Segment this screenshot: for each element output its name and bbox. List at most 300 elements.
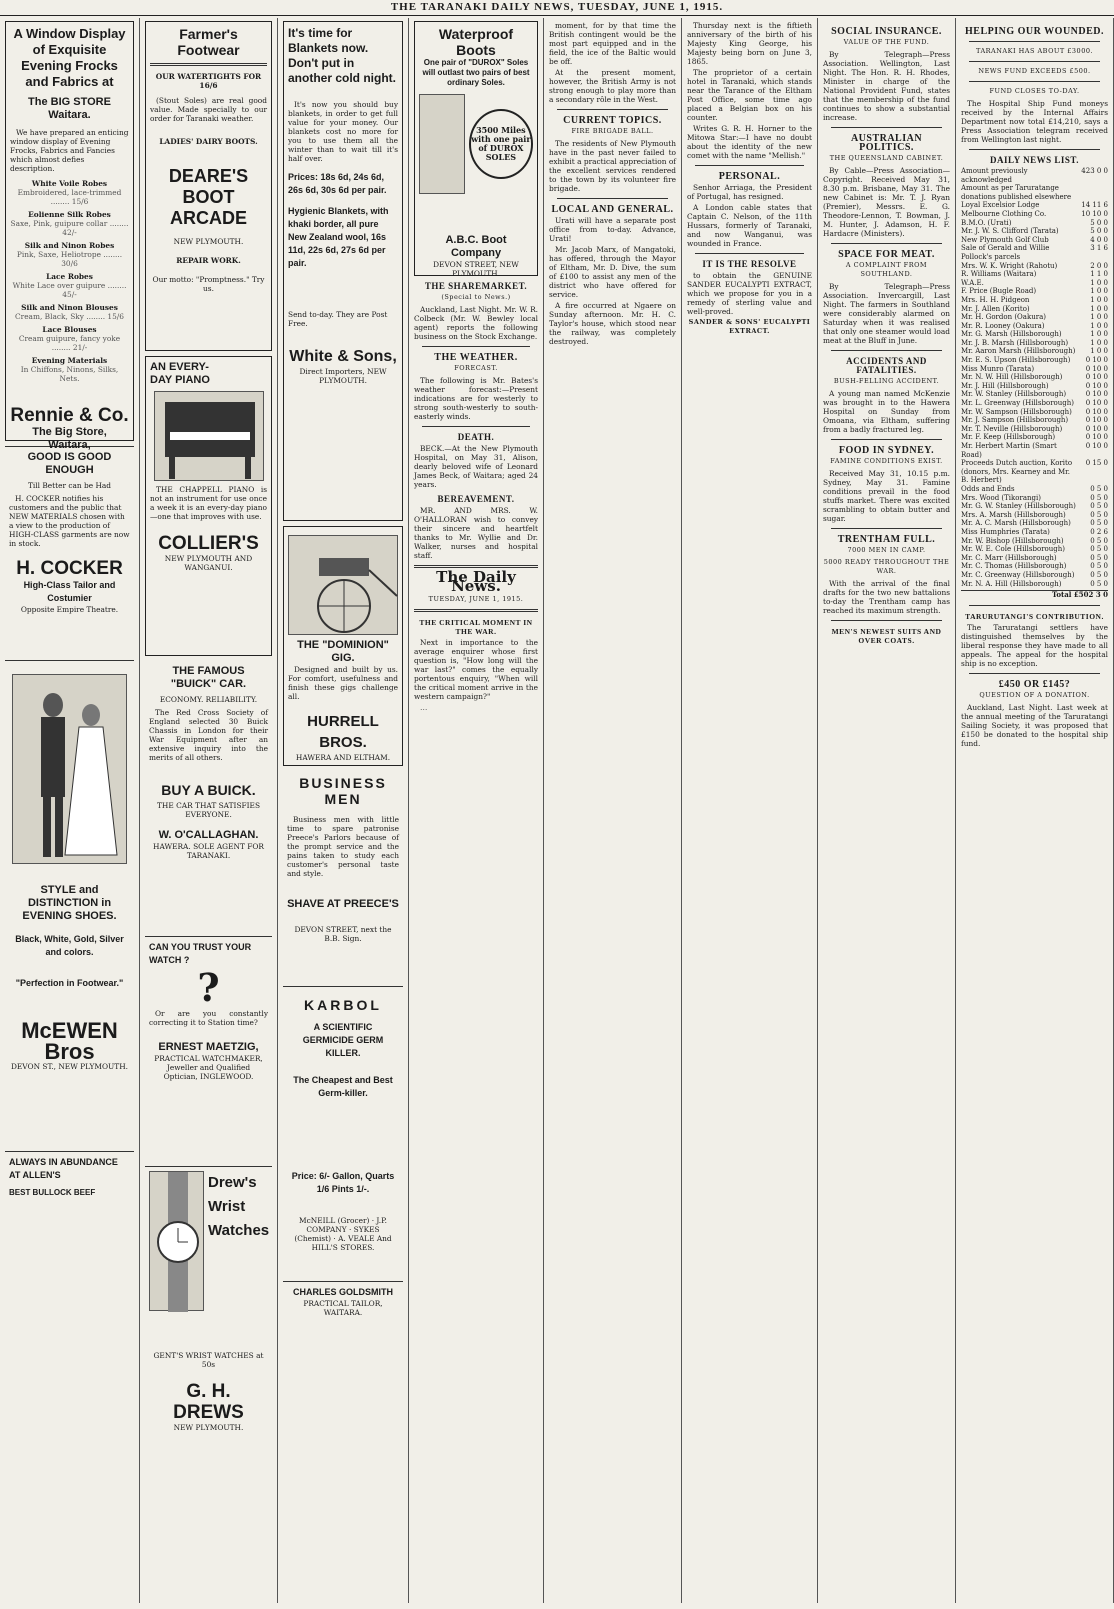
donor-name: New Plymouth Golf Club (961, 235, 1049, 244)
ad-item-desc: Saxe, Pink, guipure collar ........ 42/- (10, 219, 129, 237)
ad-address: NEW PLYMOUTH. (173, 237, 244, 246)
donation-row (961, 365, 1108, 374)
section-sub: QUESTION OF A DONATION. (979, 690, 1090, 699)
ad-trade: High-Class Tailor and Costumier (23, 580, 116, 603)
donor-name: B.M.O. (Urati) (961, 218, 1012, 227)
section-heading: SOCIAL INSURANCE. (831, 26, 942, 37)
donation-row (961, 537, 1108, 546)
ad-item: Silk and Ninon Robes (24, 241, 115, 250)
donation-amount: 5 0 0 (1090, 227, 1108, 236)
section-heading: THE WEATHER. (434, 352, 518, 363)
donor-name: Mr. F. Keep (Hillsborough) (961, 433, 1056, 442)
section-sub: FIRE BRIGADE BALL. (571, 127, 654, 135)
column-3 (278, 18, 409, 1603)
donation-row (961, 373, 1108, 382)
ad-title: A Window Display of Exquisite Evening Frocks and Fabrics at (13, 26, 126, 89)
section-heading: PERSONAL. (718, 171, 781, 182)
donation-amount: 0 5 0 (1090, 493, 1108, 502)
ad-sign: McEWEN Bros (21, 1018, 118, 1064)
donor-name: Amount as per Taruratange donations published elsewhere (961, 184, 1072, 201)
donor-name: Mr. T. Neville (Hillsborough) (961, 424, 1063, 433)
donation-row (961, 279, 1108, 288)
donation-row (961, 545, 1108, 554)
donor-name: Amount previously acknowledged (961, 167, 1028, 184)
ad-motto: Our motto: "Promptness." Try us. (152, 275, 265, 293)
article-body: A London cable states that Captain C. Nelson, of the 11th Hussars, formerly of Taranaki, and now Wanganui, was wounded in France. (687, 203, 812, 248)
ad-name: H. COCKER (16, 558, 123, 579)
donation-amount: 14 11 6 (1081, 201, 1108, 210)
section-sub: NEWS FUND EXCEEDS £500. (978, 67, 1091, 75)
donation-amount: 10 10 0 (1081, 209, 1108, 218)
section-heading: LOCAL AND GENERAL. (551, 204, 674, 215)
article-body: The following is Mr. Bates's weather forecast:—Present indications are for westerly to strong south-westerly to south-easterly winds. (414, 376, 538, 421)
donor-name: Mr. C. Marr (Hillsborough) (961, 553, 1057, 562)
donation-row (961, 494, 1108, 503)
article-body: Next in importance to the average enquirer whose first question is, "How long will the war last?" comes the equally portentous enquiry, "When will the critical moment arrive in the western campaign?" (414, 638, 538, 701)
donation-row (961, 287, 1108, 296)
donation-row (961, 296, 1108, 305)
donor-name: Mr. N. A. Hill (Hillsborough) (961, 579, 1062, 588)
donor-name: Mr. W. E. Cole (Hillsborough) (961, 545, 1065, 554)
article-body: Thursday next is the fiftieth anniversary of the birth of his Majesty King George, his Majesty being born on June 3, 1865. (687, 21, 812, 66)
donation-row (961, 347, 1108, 356)
ad-prices: Prices: 18s 6d, 24s 6d, 26s 6d, 30s 6d per pair. (288, 172, 387, 195)
donation-amount: 1 0 0 (1090, 313, 1108, 322)
ad-sub: Till Better can be Had (27, 481, 112, 490)
ad-title: Farmer's Footwear (177, 26, 240, 58)
donation-amount: 3 1 6 (1090, 244, 1108, 253)
couple-icon (13, 675, 128, 865)
donation-total (961, 590, 1108, 600)
article-body: Urati will have a separate post office from to-day. Advance, Urati! (549, 216, 676, 243)
white-sons-ad (283, 21, 403, 521)
donation-row (961, 519, 1108, 528)
donor-name: W.A.E. (961, 278, 984, 287)
article-body: Mr. Jacob Marx, of Mangatoki, has offered, through the Mayor of Eltham, Mr. D. Dive, the sum of £100 to assist any men of the district who have offered for service. (549, 245, 676, 299)
ad-foot: BEST BULLOCK BEEF (9, 1188, 96, 1197)
section-heading: CURRENT TOPICS. (563, 115, 662, 126)
donation-row (961, 399, 1108, 408)
ad-title: Drew's Wrist Watches (208, 1174, 270, 1239)
donation-row (961, 305, 1108, 314)
article-body: By Cable—Press Association—Copyright. Received May 31, 8.30 p.m. Brisbane, May 31. The new Cabinet is: Mr. T. J. Ryan (Premier), Messrs. E. G. Theodore-Lennon, T. Bowman, J. M. Hunter, J. Adamson, H. F. Hardacre (Ministers). (823, 166, 950, 238)
donor-name: Mr. G. W. Stanley (Hillsborough) (961, 502, 1076, 511)
question-mark-icon: ? (197, 965, 220, 1010)
donation-amount: 0 5 0 (1090, 536, 1108, 545)
donation-amount: 2 0 0 (1090, 261, 1108, 270)
ad-head: GOOD IS GOOD ENOUGH (27, 451, 112, 476)
article-body: At the present moment, however, the British Army is not strong enough to play more than a secondary rôle in the West. (549, 68, 676, 104)
newspaper-nameplate: The Daily News. (436, 568, 516, 595)
ad-item: Lace Robes (46, 272, 93, 281)
donor-name: Mrs. A. Marsh (Hillsborough) (961, 510, 1066, 519)
donation-row (961, 339, 1108, 348)
ad-foot: Send to-day. They are Post Free. (288, 310, 388, 328)
ad-quote: "Perfection in Footwear." (15, 978, 124, 988)
donation-amount: 0 5 0 (1090, 484, 1108, 493)
section-sub: BUSH-FELLING ACCIDENT. (833, 377, 940, 385)
cocker-ad (5, 446, 134, 661)
ad-address: NEW PLYMOUTH AND WANGANUI. (164, 554, 253, 572)
donor-name: Loyal Excelsior Lodge (961, 201, 1040, 210)
donation-amount: 0 10 0 (1085, 381, 1108, 390)
ad-sign-sub: Direct Importers, NEW PLYMOUTH. (299, 367, 387, 385)
article-body: Writes G. R. H. Horner to the Mitowa Star:—I have no doubt about the identity of the new comet with the name "Mellish." (687, 124, 812, 160)
donation-row (961, 262, 1108, 271)
donation-row (961, 270, 1108, 279)
article-body: The residents of New Plymouth have in the past never failed to exhibit a practical appreciation of the excellent services rendered to the town by its volunteer fire brigade. (549, 139, 676, 193)
article-body: By Telegraph—Press Association. Wellington, Last Night. The Hon. R. H. Rhodes, Minister in charge of the National Provident Fund, states that the membership of the fund continues to show a substantial increase. (823, 50, 950, 122)
ad-body: H. COCKER notifies his customers and the public that NEW MATERIALS chosen with a view to the production of HIGH-CLASS garments are now in stock. (9, 494, 130, 548)
allens-ad (5, 1151, 134, 1203)
donation-amount: 1 0 0 (1090, 347, 1108, 356)
durox-badge: 3500 Miles with one pair of DUROX SOLES (469, 109, 533, 179)
donor-name: Odds and Ends (961, 484, 1015, 493)
watch-icon (150, 1172, 205, 1312)
ad-question: CAN YOU TRUST YOUR WATCH ? (149, 942, 252, 965)
section-heading: TARURUTANGI'S CONTRIBUTION. (965, 611, 1104, 621)
column-4 (409, 18, 544, 1603)
ad-sign: COLLIER'S (158, 533, 259, 554)
ad-body: The Red Cross Society of England selected 30 Buick Chassis in London for their War Equipment after an extensive inquiry into the merits of all others. (149, 708, 268, 762)
ad-item-desc: Pink, Saxe, Heliotrope ........ 30/6 (16, 250, 123, 268)
issue-date: TUESDAY, JUNE 1, 1915. (428, 595, 524, 603)
drews-ad (145, 1166, 272, 1446)
donor-name: Mr. L. Greenway (Hillsborough) (961, 399, 1074, 408)
section-sub: A COMPLAINT FROM SOUTHLAND. (845, 261, 928, 278)
section-sub: 5000 READY THROUGHOUT THE WAR. (823, 558, 950, 575)
donor-name: Miss Humphries (Tarata) (961, 527, 1050, 536)
ad-body: The Cheapest and Best Germ-killer. (293, 1075, 393, 1098)
donation-row (961, 390, 1108, 399)
ad-sign: HURRELL BROS. (307, 713, 379, 751)
section-sub: 7000 MEN IN CAMP. (847, 546, 926, 554)
donation-row (961, 356, 1108, 365)
column-1 (0, 18, 140, 1603)
donation-amount: 0 10 0 (1085, 442, 1108, 450)
ad-sub: A SCIENTIFIC GERMICIDE GERM KILLER. (302, 1022, 384, 1058)
ad-head: ALWAYS IN ABUNDANCE AT ALLEN'S (9, 1157, 118, 1180)
donation-row (961, 511, 1108, 520)
donation-amount: 0 10 0 (1085, 407, 1108, 416)
article-body: The proprietor of a certain hotel in Taranaki, which stands near the Tarance of the Eltham Post Office, some time ago placed a Belgian box on his counter. (687, 68, 812, 122)
donation-amount: 1 0 0 (1090, 304, 1108, 313)
ad-title: THE "DOMINION" GIG. (297, 639, 389, 664)
ad-body: Designed and built by us. For comfort, usefulness and finish these gigs challenge all. (288, 665, 398, 701)
donor-name: Mr. Herbert Martin (Smart Road) (961, 442, 1057, 459)
donor-name: Mr. G. Marsh (Hillsborough) (961, 330, 1062, 339)
donor-name: Sale of Gerald and Willie Pollock's parcels (961, 244, 1050, 261)
section-heading: FOOD IN SYDNEY. (838, 445, 935, 456)
donation-amount: 0 10 0 (1085, 424, 1108, 433)
section-sub: VALUE OF THE FUND. (843, 38, 930, 46)
donation-row (961, 313, 1108, 322)
donation-row (961, 528, 1108, 537)
donation-row (961, 459, 1108, 485)
donation-amount: 1 0 0 (1090, 295, 1108, 304)
donor-name: Melbourne Clothing Co. (961, 209, 1047, 218)
ad-sign: DEARE'S BOOT ARCADE (168, 166, 249, 228)
donor-name: Mr. E. S. Upson (Hillsborough) (961, 356, 1071, 365)
donation-amount: 0 5 0 (1090, 510, 1108, 519)
ad-sign-sub: HAWERA. SOLE AGENT FOR TARANAKI. (153, 842, 264, 860)
donor-name: Mrs. Wood (Tikorangi) (961, 493, 1041, 502)
donor-name: Mr. A. C. Marsh (Hillsborough) (961, 519, 1071, 528)
maetzig-ad (145, 936, 272, 1161)
article-body: Senhor Arriaga, the President of Portugal, has resigned. (687, 183, 812, 201)
ad-tag: THE CAR THAT SATISFIES EVERYONE. (156, 801, 261, 819)
donation-amount: 0 2 6 (1090, 527, 1108, 536)
donation-row (961, 425, 1108, 434)
ad-agents: McNEILL (Grocer) · J.P. COMPANY · SYKES (Chemist) · A. VEALE And HILL'S STORES. (294, 1216, 392, 1252)
donation-amount: 0 10 0 (1085, 356, 1108, 365)
wrist-watch-illustration (149, 1171, 204, 1311)
donation-amount: 1 0 0 (1090, 287, 1108, 296)
donor-name: F. Price (Bugle Road) (961, 287, 1037, 296)
donation-row (961, 502, 1108, 511)
article-body: MR. AND MRS. W. O'HALLORAN wish to convey their sincere and heartfelt thanks to Mr. Wyllie and Dr. Walker, nurses and hospital staff. (414, 506, 538, 560)
ad-sign: Rennie & Co. (10, 405, 129, 426)
donor-name: Mr. Aaron Marsh (Hillsborough) (961, 347, 1076, 356)
donation-amount: 0 10 0 (1085, 416, 1108, 425)
donation-amount: 0 10 0 (1085, 364, 1108, 373)
column-6 (682, 18, 818, 1603)
section-heading: SPACE FOR MEAT. (838, 249, 935, 260)
section-heading: THE CRITICAL MOMENT IN THE WAR. (419, 618, 533, 636)
donation-amount: 0 10 0 (1085, 433, 1108, 442)
ad-title: CHARLES GOLDSMITH (293, 1287, 393, 1297)
article-body: By Telegraph—Press Association. Invercargill, Last Night. The farmers in Southland were considerably alarmed on Saturday when it was realised that only one steamer would load meat at the Bluff in June. (823, 282, 950, 345)
article-body: A fire occurred at Ngaere on Sunday afternoon. Mr. H. C. Taylor's house, which stood near the railway, was completely destroyed. (549, 301, 676, 346)
donation-list (961, 167, 1108, 588)
article-body: to obtain the GENUINE SANDER EUCALYPTI EXTRACT, which we propose for you in a remedy of sterling value and well-proved. (687, 271, 812, 316)
donation-row (961, 219, 1108, 228)
deares-ad (145, 21, 272, 351)
article-body: The Hospital Ship Fund moneys received by the Internal Affairs Department now total £14,210, says a Press Association telegram received from Wellington last night. (961, 99, 1108, 144)
section-heading: £450 OR £145? (998, 678, 1071, 690)
article-filler: … (420, 703, 428, 712)
donation-row (961, 580, 1108, 589)
ad-mid: LADIES' DAIRY BOOTS. (159, 137, 258, 146)
ad-item: Lace Blouses (42, 325, 97, 334)
article-body: Auckland, Last Night. Mr. W. R. Colbeck (Mr. W. Bewley local agent) reports the following business on the Stock Exchange. (414, 305, 538, 341)
ad-sign: A.B.C. Boot Company (445, 234, 507, 259)
ad-foot: DEVON STREET, next the B.B. Sign. (294, 925, 392, 943)
donor-name: Mr. J. Allen (Korito) (961, 304, 1030, 313)
donation-row (961, 236, 1108, 245)
masthead: THE TARANAKI DAILY NEWS, TUESDAY, JUNE 1, 1915. (0, 0, 1114, 16)
donation-amount: 1 1 0 (1090, 270, 1108, 279)
ad-sign: G. H. DREWS (173, 1381, 244, 1423)
ad-title: BUSINESS MEN (299, 775, 387, 807)
ad-title: Waterproof Boots (438, 26, 514, 58)
donor-name: Mr. J. Sampson (Hillsborough) (961, 416, 1069, 425)
ad-buy: BUY A BUICK. (161, 782, 256, 798)
ad-repair: REPAIR WORK. (176, 256, 241, 265)
ad-sub: ECONOMY. RELIABILITY. (159, 695, 258, 704)
donation-amount: 0 10 0 (1085, 390, 1108, 399)
donation-row (961, 227, 1108, 236)
ad-item-desc: White Lace over guipure ........ 45/- (12, 281, 127, 299)
donation-row (961, 244, 1108, 261)
ad-item: Eolienne Silk Robes (28, 210, 111, 219)
ad-title: KARBOL (304, 997, 382, 1013)
donation-amount: 0 5 0 (1090, 545, 1108, 554)
donation-row (961, 201, 1108, 210)
ad-body: Business men with little time to spare patronise Preece's Parlors because of the prompt service and the pains taken to study each customer's personal taste and style. (287, 815, 399, 878)
ad-sign: W. O'CALLAGHAN. (158, 829, 259, 841)
article-body: BECK.—At the New Plymouth Hospital, on May 31, Alison, dearly beloved wife of Leonard James Beck, of Waitara; aged 24 years. (414, 444, 538, 489)
donor-name: Mr. N. W. Hill (Hillsborough) (961, 373, 1063, 382)
section-heading: AUSTRALIAN POLITICS. (850, 133, 923, 153)
article-body: moment, for by that time the British contingent would be the most part equipped and in the field, the ice of the Baltic would be off. (549, 21, 676, 66)
ad-hygienic: Hygienic Blankets, with khaki border, all pure New Zealand wool, 16s 11d, 22s 6d, 27s 6d per pair. (288, 206, 389, 268)
donor-name: Mr. J. Hill (Hillsborough) (961, 381, 1049, 390)
donation-row (961, 433, 1108, 442)
ad-item-desc: Cream guipure, fancy yoke ........ 21/- (18, 334, 121, 352)
ad-title: THE FAMOUS "BUICK" CAR. (170, 665, 247, 690)
donation-amount: 0 5 0 (1090, 553, 1108, 562)
ad-address: Opposite Empire Theatre. (20, 605, 119, 614)
ad-item-desc: Cream, Black, Sky ........ 15/6 (15, 312, 124, 321)
gig-icon (289, 536, 399, 636)
ad-title: It's time for Blankets now. Don't put in another cold night. (288, 26, 396, 85)
ad-body: Or are you constantly correcting it to Station time? (149, 1009, 268, 1027)
ad-sign: White & Sons, (289, 348, 397, 365)
ad-item: Evening Materials (31, 356, 108, 365)
ad-head: STYLE and DISTINCTION in EVENING SHOES. (22, 884, 117, 922)
donor-name: Miss Munro (Tarata) (961, 364, 1035, 373)
evening-couple-illustration (12, 674, 127, 864)
gig-illustration (288, 535, 398, 635)
donation-amount: 0 5 0 (1090, 502, 1108, 511)
section-sub: THE QUEENSLAND CABINET. (829, 154, 944, 162)
donation-row (961, 167, 1108, 184)
buick-ad (145, 661, 272, 931)
section-heading: MEN'S NEWEST SUITS AND OVER COATS. (831, 627, 942, 645)
donor-name: Mr. C. Greenway (Hillsborough) (961, 570, 1075, 579)
article-body: With the arrival of the final drafts for the two new battalions to-day the Trentham camp has reached its maximum strength. (823, 579, 950, 615)
big-store-ad (5, 21, 134, 451)
ad-sign-sub: The Big Store, Waitara, (32, 426, 107, 451)
section-heading: ACCIDENTS AND FATALITIES. (846, 356, 927, 375)
donation-row (961, 571, 1108, 580)
section-heading: TRENTHAM FULL. (837, 534, 936, 545)
article-body: Received May 31, 10.15 p.m. Sydney, May 31. Famine conditions prevail in the food stuffs market. There was excited scrambling to obtain butter and sugar. (823, 469, 950, 523)
abc-boot-ad (414, 21, 538, 276)
ad-body: It's now you should buy blankets, in order to get full value for your money. Our blankets cost no more for you to use them all the winter than to wait till it's half over. (288, 100, 398, 163)
donation-amount: 0 5 0 (1090, 562, 1108, 571)
ad-item-desc: Embroidered, lace-trimmed ........ 15/6 (17, 188, 122, 206)
section-heading: IT IS THE RESOLVE (702, 259, 797, 269)
donor-name: Mr. W. Bishop (Hillsborough) (961, 536, 1064, 545)
ad-sub: PRACTICAL TAILOR, WAITARA. (303, 1299, 383, 1317)
donation-row (961, 382, 1108, 391)
donation-amount: 0 5 0 (1090, 570, 1108, 579)
preece-ad (283, 771, 403, 981)
donor-name: Mrs. H. H. Pidgeon (961, 295, 1030, 304)
section-sub: FORECAST. (454, 364, 498, 372)
donation-amount: 1 0 0 (1090, 330, 1108, 339)
donation-amount: 4 0 0 (1090, 235, 1108, 244)
donation-row (961, 408, 1108, 417)
karbol-ad (283, 986, 403, 1276)
donation-amount: 0 10 0 (1085, 399, 1108, 408)
ad-body: Black, White, Gold, Silver and colors. (15, 934, 124, 957)
section-sub: (Special to News.) (441, 293, 511, 301)
donation-row (961, 442, 1108, 459)
donor-name: Mr. R. Looney (Oakura) (961, 321, 1045, 330)
donation-amount: 0 10 0 (1085, 373, 1108, 382)
ad-sub: OUR WATERTIGHTS FOR 16/6 (155, 72, 262, 90)
ad-body: THE CHAPPELL PIANO is not an instrument for use once a week it is an every-day piano—one that improves with use. (150, 485, 267, 521)
donor-name: Mr. J. W. S. Clifford (Tarata) (961, 227, 1059, 236)
section-sub: TARANAKI HAS ABOUT £3000. (975, 47, 1094, 55)
section-heading: BEREAVEMENT. (437, 494, 515, 504)
section-heading: THE SHAREMARKET. (424, 281, 528, 291)
donation-amount: 0 5 0 (1090, 579, 1108, 588)
article-body: Auckland, Last Night. Last week at the annual meeting of the Taruratangi Sailing Society, it was proposed that £150 be donated to the hospital ship fund. (961, 702, 1108, 748)
donation-amount: 1 0 0 (1090, 278, 1108, 287)
donation-amount: 1 0 0 (1090, 321, 1108, 330)
boot-man-illustration (419, 94, 465, 194)
hurrell-ad (283, 526, 403, 766)
ad-item: Silk and Ninon Blouses (21, 303, 118, 312)
donation-row (961, 330, 1108, 339)
ad-body: (Stout Soles) are real good value. Made specially to our order for Taranaki weather. (150, 96, 267, 123)
ad-address: HAWERA AND ELTHAM. (295, 753, 391, 762)
ad-address: NEW PLYMOUTH. (173, 1423, 244, 1432)
donation-row (961, 322, 1108, 331)
ad-sub: GENT'S WRIST WATCHES at 50s (153, 1351, 264, 1369)
section-heading: HELPING OUR WOUNDED. (965, 26, 1104, 37)
donation-row (961, 184, 1108, 201)
donation-amount: 1 0 0 (1090, 338, 1108, 347)
donor-name: Mr. H. Gordon (Oakura) (961, 313, 1046, 322)
donor-name: Mr. J. B. Marsh (Hillsborough) (961, 338, 1069, 347)
donation-row (961, 562, 1108, 571)
piano-illustration (154, 391, 264, 481)
section-heading: DAILY NEWS LIST. (990, 155, 1079, 165)
ad-trade: PRACTICAL WATCHMAKER, Jeweller and Qualified Optician, INGLEWOOD. (154, 1054, 263, 1081)
section-sub: SANDER & SONS' EUCALYPTI EXTRACT. (688, 318, 811, 335)
piano-icon (155, 392, 265, 482)
donation-amount: 0 5 0 (1090, 519, 1108, 528)
donor-name: R. Williams (Waitara) (961, 270, 1037, 279)
ad-item: White Voile Robes (31, 179, 108, 188)
ad-body: One pair of "DUROX" Soles will outlast two pairs of best ordinary Soles. (422, 58, 530, 87)
ad-item-desc: In Chiffons, Ninons, Silks, Nets. (20, 365, 119, 383)
goldsmith-ad (283, 1281, 403, 1321)
article-body: A young man named McKenzie was brought in to the Hawera Hospital on Sunday from Omoana, via Eltham, suffering from a badly fractured leg. (823, 389, 950, 434)
donation-row (961, 210, 1108, 219)
column-7 (818, 18, 956, 1603)
donor-name: Proceeds Dutch auction, Korito (donors, Mrs. Kearney and Mr. B. Herbert) (961, 459, 1073, 485)
donor-name: Mr. C. Thomas (Hillsborough) (961, 562, 1067, 571)
ad-body: We have prepared an enticing window display of Evening Frocks, Fabrics and Fancies which almost defies description. (10, 128, 129, 173)
donor-name: Mr. W. Sampson (Hillsborough) (961, 407, 1072, 416)
ad-address: DEVON STREET, NEW PLYMOUTH. (433, 260, 519, 278)
section-heading: DEATH. (457, 432, 495, 442)
ad-price: Price: 6/- Gallon, Quarts 1/6 Pints 1/-. (291, 1171, 395, 1194)
column-2 (140, 18, 278, 1603)
donation-amount: 5 0 0 (1090, 218, 1108, 227)
colliers-ad (145, 356, 272, 656)
donation-amount: 423 0 0 (1081, 167, 1108, 175)
column-5 (544, 18, 682, 1603)
donor-name: Mr. W. Stanley (Hillsborough) (961, 390, 1067, 399)
section-sub: FAMINE CONDITIONS EXIST. (830, 457, 943, 465)
